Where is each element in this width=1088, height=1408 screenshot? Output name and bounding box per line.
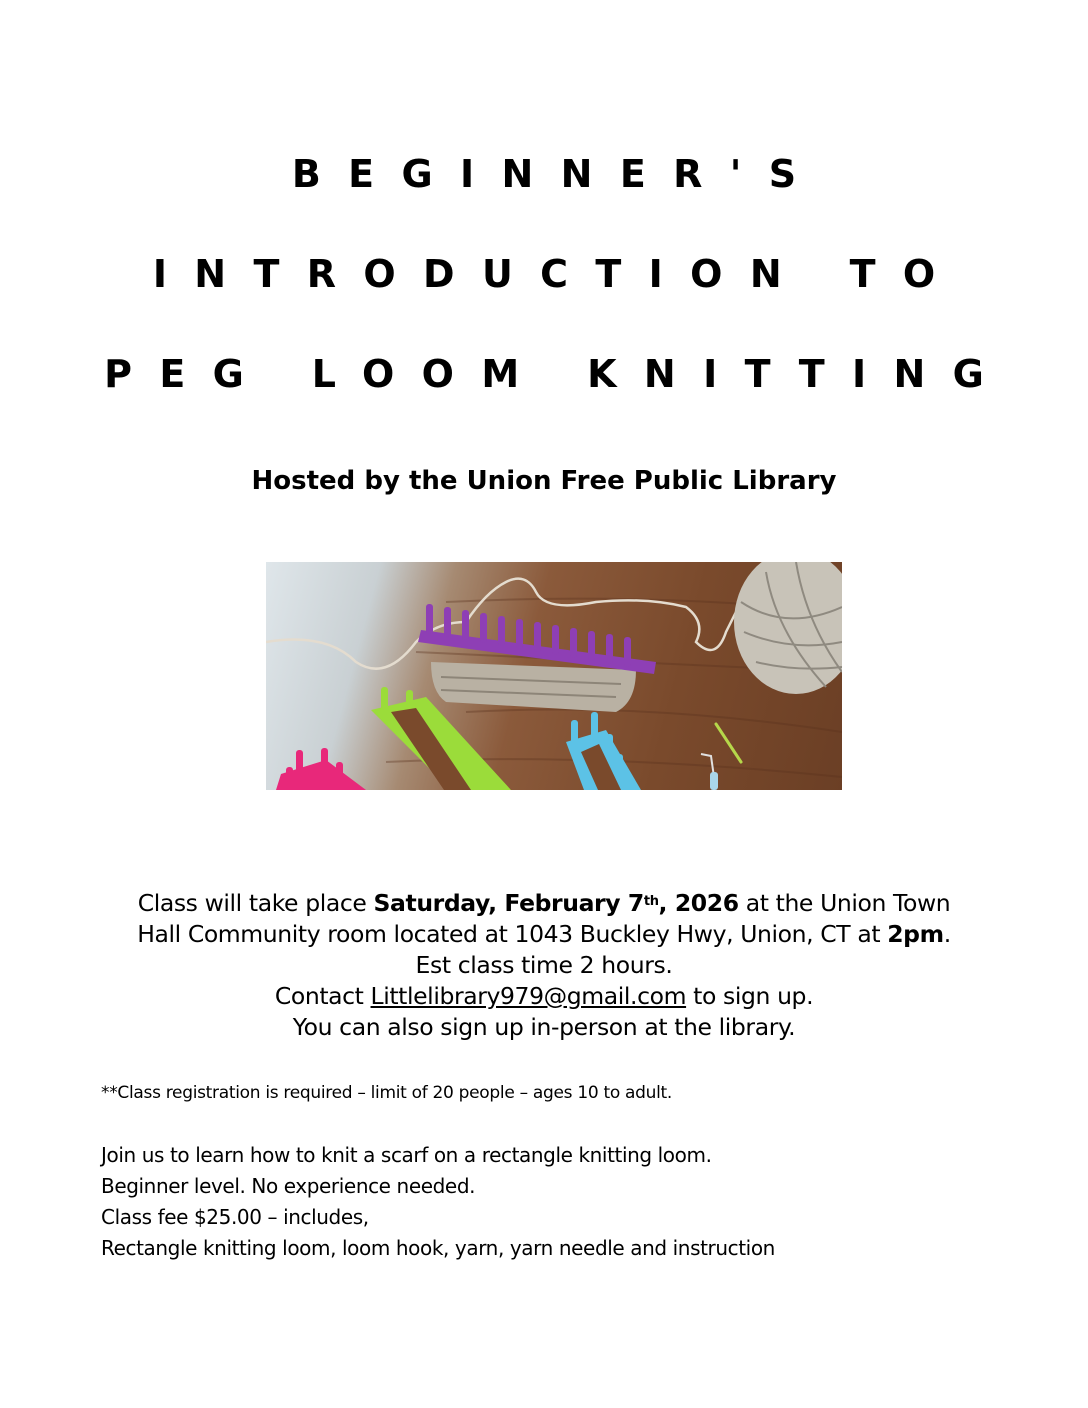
title-line-2 bbox=[0, 252, 1088, 296]
details-line-3: Est class time 2 hours. bbox=[415, 951, 673, 979]
event-details bbox=[0, 888, 1088, 1043]
details-text: Contact bbox=[274, 982, 371, 1010]
details-text: Hall Community room located at 1043 Buckley Hwy, Union, CT at bbox=[137, 920, 888, 948]
title-line-1 bbox=[0, 152, 1088, 196]
knitting-loom-photo bbox=[266, 562, 842, 790]
title-text-1: BEGINNER'S bbox=[291, 152, 824, 196]
registration-note: **Class registration is required – limit of 20 people – ages 10 to adult. bbox=[101, 1083, 673, 1103]
event-date bbox=[374, 889, 739, 917]
title-line-3 bbox=[0, 352, 1088, 396]
class-info bbox=[101, 1140, 775, 1264]
title-text-2: INTRODUCTION TO bbox=[152, 252, 963, 296]
details-line-4 bbox=[0, 981, 1088, 1012]
info-line: Rectangle knitting loom, loom hook, yarn, yarn needle and instruction bbox=[101, 1236, 775, 1260]
info-line: Join us to learn how to knit a scarf on a rectangle knitting loom. bbox=[101, 1143, 712, 1167]
details-text: Class will take place bbox=[137, 889, 374, 917]
details-line-2 bbox=[0, 919, 1088, 950]
details-text: to sign up. bbox=[686, 982, 814, 1010]
photo-illustration bbox=[266, 562, 842, 790]
title-text-3: PEG LOOM KNITTING bbox=[104, 352, 1012, 396]
info-line: Class fee $25.00 – includes, bbox=[101, 1205, 369, 1229]
contact-email-link[interactable]: Littlelibrary979@gmail.com bbox=[370, 982, 687, 1010]
details-text: . bbox=[943, 920, 951, 948]
details-line-1 bbox=[0, 888, 1088, 919]
details-line-5: You can also sign up in-person at the library. bbox=[292, 1013, 796, 1041]
date-ordinal: th bbox=[643, 894, 659, 909]
info-line: Beginner level. No experience needed. bbox=[101, 1174, 476, 1198]
host-subtitle: Hosted by the Union Free Public Library bbox=[251, 466, 837, 496]
event-time: 2pm bbox=[887, 920, 944, 948]
event-year: , 2026 bbox=[658, 889, 739, 917]
details-text: at the Union Town bbox=[738, 889, 951, 917]
event-date-text: Saturday, February 7 bbox=[373, 889, 644, 917]
